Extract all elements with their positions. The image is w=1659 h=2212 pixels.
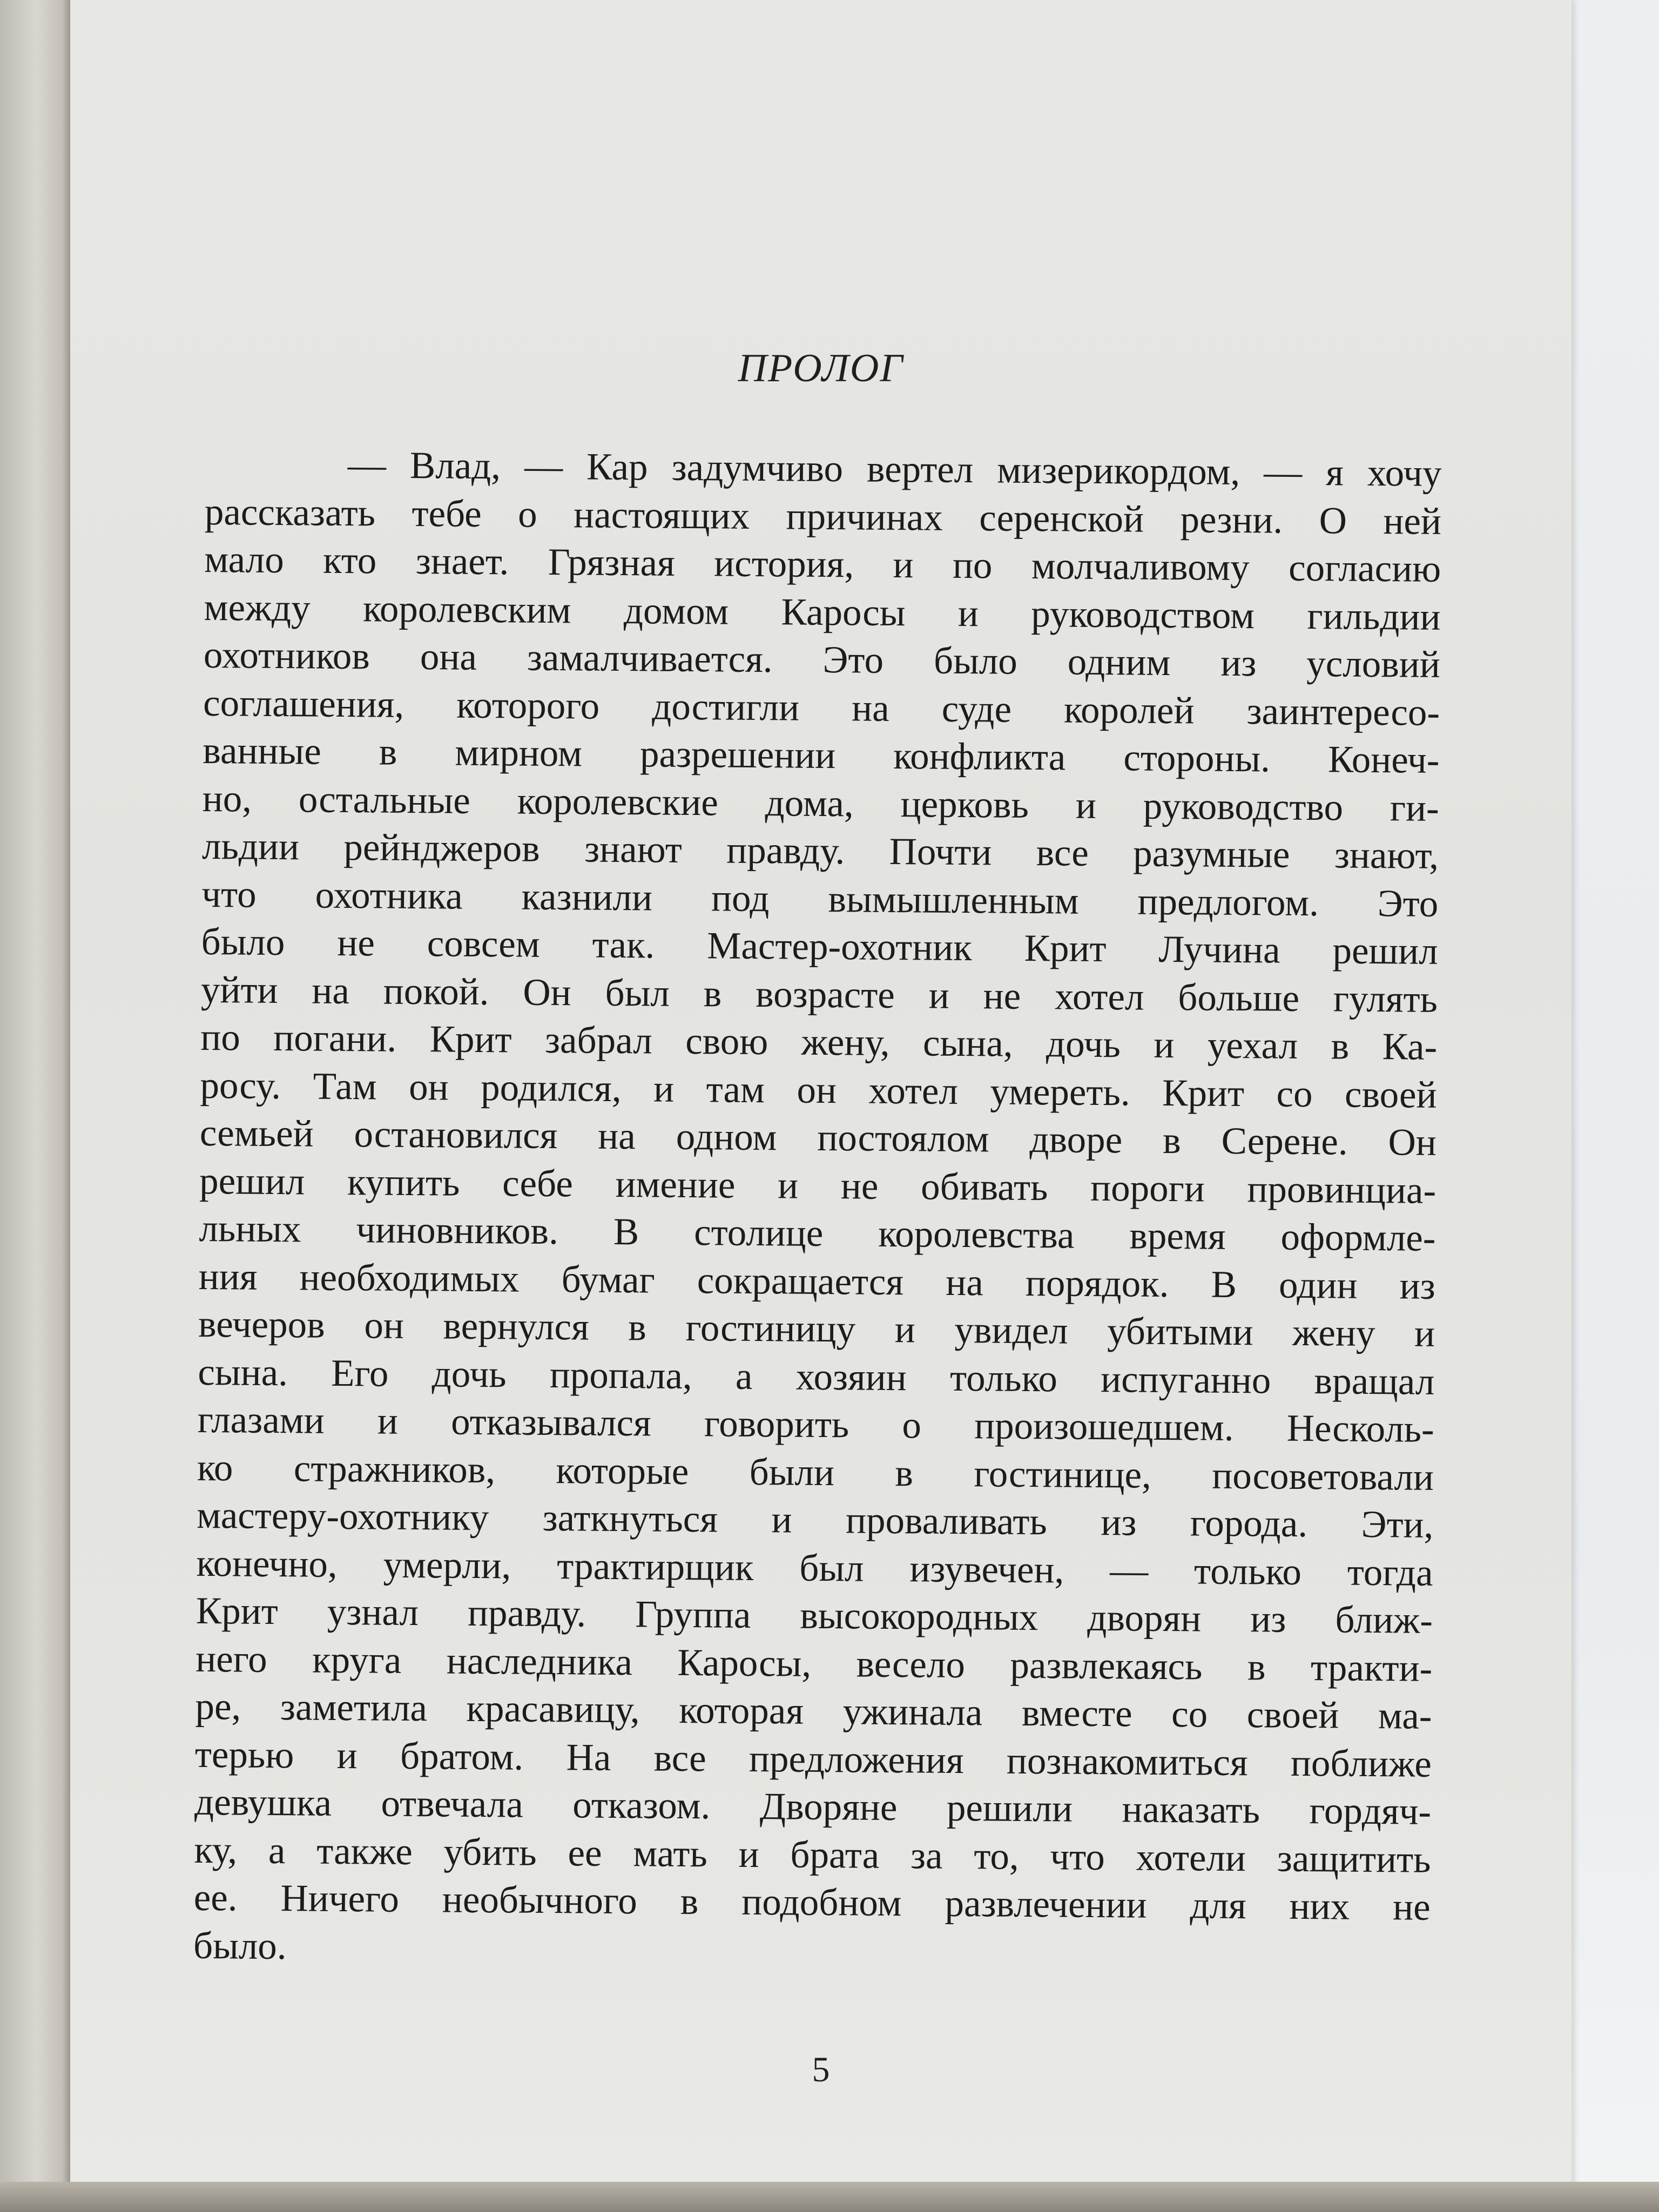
text-line: льных чиновников. В столице королевства время оформле- <box>199 1207 1436 1259</box>
text-line: ко стражников, которые были в гостинице, посоветовали <box>197 1446 1434 1499</box>
text-line: терью и братом. На все предложения познакомиться поближе <box>194 1733 1432 1785</box>
background <box>1566 0 1659 2212</box>
text-line: было. <box>193 1924 287 1967</box>
text-line: вечеров он вернулся в гостиницу и увидел убитыми жену и <box>198 1303 1435 1355</box>
left-page-edge <box>0 0 73 2212</box>
text-line: решил купить себе имение и не обивать пороги провинциа- <box>199 1159 1437 1212</box>
text-line: мастеру-охотнику заткнуться и проваливать из города. Эти, <box>197 1494 1434 1546</box>
text-line: ее. Ничего необычного в подобном развлечении для них не <box>193 1876 1431 1928</box>
text-line: сына. Его дочь пропала, а хозяин только испуганно вращал <box>198 1351 1435 1403</box>
text-line: льдии рейнджеров знают правду. Почти все разумные знают, <box>201 825 1439 877</box>
text-line: глазами и отказывался говорить о произошедшем. Несколь- <box>197 1398 1434 1451</box>
chapter-title: ПРОЛОГ <box>738 346 904 390</box>
text-line: Крит узнал правду. Группа высокородных дворян из ближ- <box>195 1589 1433 1642</box>
book-page <box>70 0 1572 2187</box>
text-line: ванные в мирном разрешении конфликта стороны. Конеч- <box>203 729 1440 781</box>
text-line: уйти на покой. Он был в возрасте и не хотел больше гулять <box>200 968 1438 1021</box>
text-line: было не совсем так. Мастер-охотник Крит Лучина решил <box>201 920 1438 973</box>
text-line: рассказать тебе о настоящих причинах серенской резни. О ней <box>204 490 1442 543</box>
text-line: по погани. Крит забрал свою жену, сына, дочь и уехал в Ка- <box>200 1016 1438 1068</box>
text-line: росу. Там он родился, и там он хотел умереть. Крит со своей <box>200 1064 1437 1116</box>
book-bottom-edge <box>0 2182 1659 2212</box>
text-line: ния необходимых бумаг сокращается на порядок. В один из <box>198 1255 1436 1307</box>
text-line: ку, а также убить ее мать и брата за то, что хотели защитить <box>194 1829 1431 1881</box>
text-line: соглашения, которого достигли на суде королей заинтересо- <box>203 682 1440 734</box>
text-line: охотников она замалчивается. Это было одним из условий <box>203 633 1441 686</box>
text-line: конечно, умерли, трактирщик был изувечен, — только тогда <box>196 1542 1433 1594</box>
text-line: ре, заметила красавицу, которая ужинала вместе со своей ма- <box>195 1685 1432 1737</box>
text-line: девушка отвечала отказом. Дворяне решили наказать гордяч- <box>194 1781 1432 1833</box>
text-line: но, остальные королевские дома, церковь и руководство ги- <box>202 777 1440 830</box>
text-line: него круга наследника Каросы, весело развлекаясь в тракти- <box>195 1637 1433 1690</box>
page-number: 5 <box>812 2050 830 2089</box>
text-line: — Влад, — Кар задумчиво вертел мизерикордом, — я хочу <box>205 442 1442 495</box>
text-line: что охотника казнили под вымышленным предлогом. Это <box>201 873 1439 925</box>
text-line: мало кто знает. Грязная история, и по молчаливому согласию <box>204 538 1441 590</box>
text-line: между королевским домом Каросы и руководством гильдии <box>204 586 1441 638</box>
text-line: семьей остановился на одном постоялом дворе в Серене. Он <box>199 1111 1437 1164</box>
body-text <box>193 440 1442 1979</box>
